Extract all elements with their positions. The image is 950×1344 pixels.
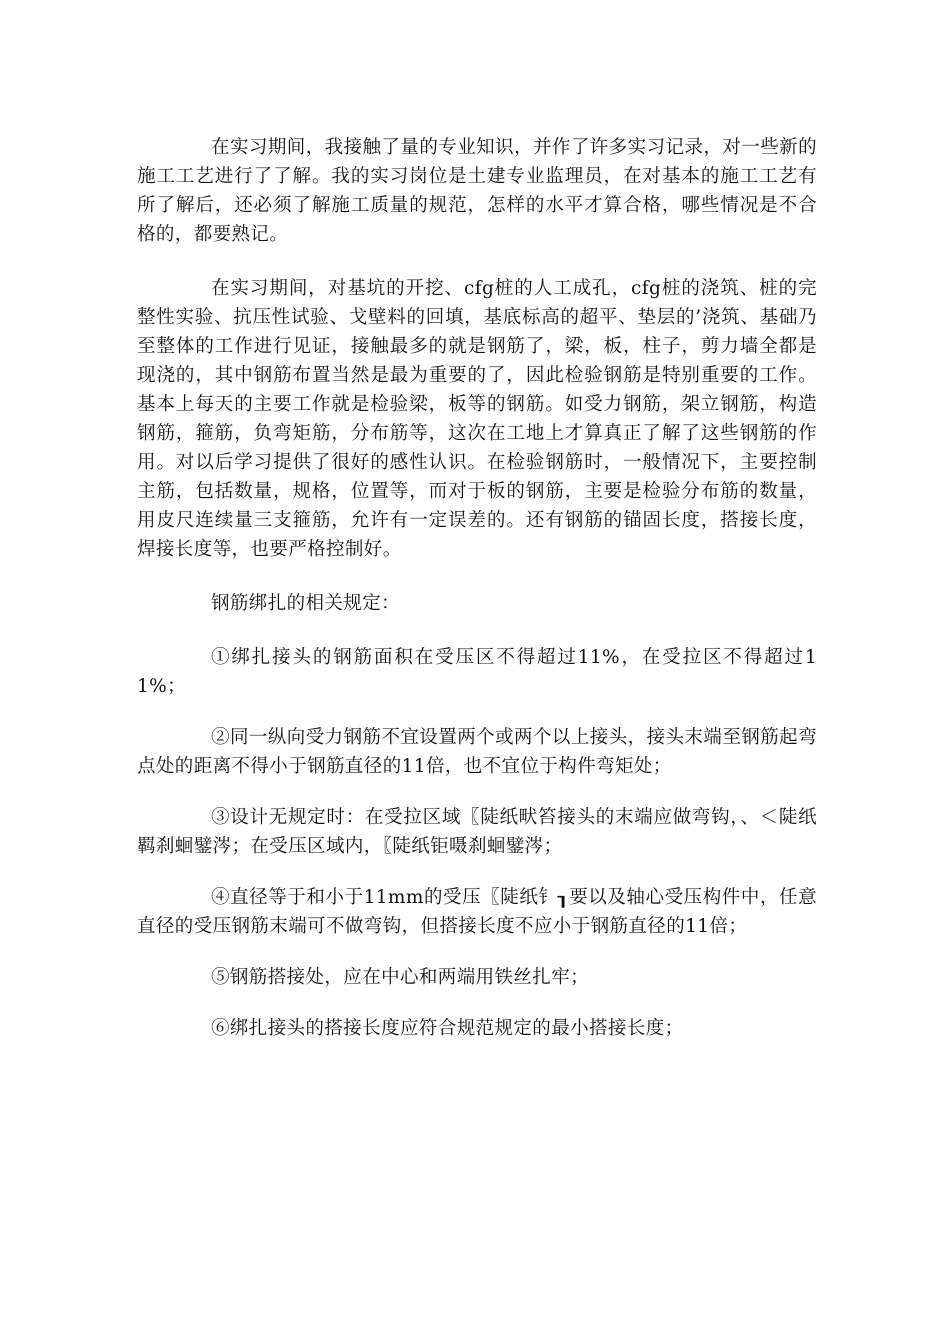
- paragraph-internship-knowledge: 在实习期间，我接触了量的专业知识，并作了许多实习记录，对一些新的施工工艺进行了了解。我的实习岗位是土建专业监理员，在对基本的施工工艺有所了解后，还必须了解施工质量的规范，怎样的水平才算合格，哪些情况是不合格的，都要熟记。: [137, 137, 817, 245]
- paragraph-rebar-inspection: 在实习期间，对基坑的开挖、cfg桩的人工成孔，cfg桩的浇筑、桩的完整性实验、抗压性试验、戈壁料的回填，基底标高的超平、垫层的’浇筑、基础乃至整体的工作进行见证，接触最多的就是钢筋了，梁，板，柱子，剪力墙全都是现浇的，其中钢筋布置当然是最为重要的了，因此检验钢筋是特别重要的工作。基本上每天的主要工作就是检验梁，板等的钢筋。如受力钢筋，架立钢筋，构造钢筋，箍筋，负弯矩筋，分布筋等，这次在工地上才算真正了解了这些钢筋的作用。对以后学习提供了很好的感性认识。在检验钢筋时，一般情况下，主要控制主筋，包括数量，规格，位置等，而对于板的钢筋，主要是检验分布筋的数量，用皮尺连续量三支箍筋，允许有一定误差的。还有钢筋的锚固长度，搭接长度，焊接长度等，也要严格控制好。: [137, 278, 817, 560]
- rule-item-4: ④直径等于和小于11mm的受压〖陡纸钅┒要以及轴心受压构件中，任意直径的受压钢筋末端可不做弯钩，但搭接长度不应小于钢筋直径的11倍；: [137, 887, 817, 937]
- rule-item-6: ⑥绑扎接头的搭接长度应符合规范规定的最小搭接长度；: [211, 1018, 684, 1039]
- document-body: [137, 133, 817, 1065]
- section-heading-rebar-rules: 钢筋绑扎的相关规定：: [211, 593, 401, 614]
- rule-item-1: ①绑扎接头的钢筋面积在受压区不得超过11%，在受拉区不得超过11%；: [137, 647, 817, 697]
- rule-item-2: ②同一纵向受力钢筋不宜设置两个或两个以上接头，接头末端至钢筋起弯点处的距离不得小于钢筋直径的11倍，也不宜位于构件弯矩处；: [137, 727, 817, 777]
- rule-item-3: ③设计无规定时：在受拉区域〖陡纸畎笞接头的末端应做弯钩，、＜陡纸羁刹蛔鐾涔；在受压区域内，〖陡纸钜嗫刹蛔鐾涔；: [137, 807, 817, 857]
- rule-item-5: ⑤钢筋搭接处，应在中心和两端用铁丝扎牢；: [211, 967, 590, 988]
